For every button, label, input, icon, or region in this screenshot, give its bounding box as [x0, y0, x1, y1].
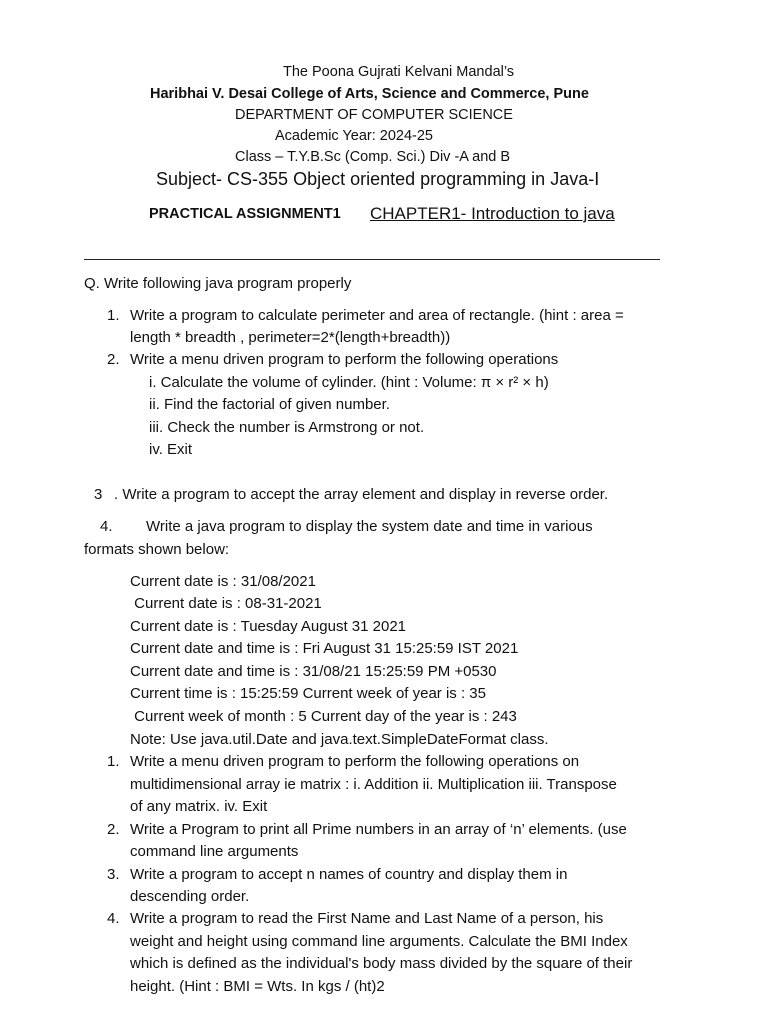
date-format-line: Current date is : 31/08/2021	[130, 573, 316, 590]
department-name: DEPARTMENT OF COMPUTER SCIENCE	[235, 107, 513, 123]
item-text: command line arguments	[130, 843, 299, 860]
item-text: Write a program to accept n names of country and display them in	[130, 866, 568, 883]
date-format-line: Current time is : 15:25:59 Current week of year is : 35	[130, 685, 486, 702]
date-format-line: Current date and time is : 31/08/21 15:25:59 PM +0530	[130, 663, 497, 680]
item-text: Write a java program to display the system date and time in various	[146, 518, 593, 535]
class-info: Class – T.Y.B.Sc (Comp. Sci.) Div -A and B	[235, 149, 511, 165]
item-text: Write a program to read the First Name and Last Name of a person, his	[130, 910, 604, 927]
item-number: 3.	[107, 866, 120, 883]
item-number: 2.	[107, 821, 120, 838]
item-text: . Write a program to accept the array element and display in reverse order.	[114, 486, 609, 503]
item-text: multidimensional array ie matrix : i. Addition ii. Multiplication iii. Transpose	[130, 776, 617, 793]
question-heading: Q. Write following java program properly	[84, 275, 352, 292]
item-number: 3	[94, 486, 103, 503]
item-text: Write a menu driven program to perform the following operations	[130, 351, 559, 368]
item-text: Write a Program to print all Prime numbers in an array of ‘n’ elements. (use	[130, 821, 627, 838]
mandal-name: The Poona Gujrati Kelvani Mandal’s	[283, 64, 515, 80]
header-divider	[84, 259, 660, 260]
item-text: descending order.	[130, 888, 250, 905]
sub-item: i. Calculate the volume of cylinder. (hint : Volume: π × r² × h)	[149, 374, 549, 391]
sub-item: iii. Check the number is Armstrong or not.	[149, 419, 425, 436]
item-number: 4.	[100, 518, 113, 535]
item-number: 2.	[107, 351, 120, 368]
assignment-title: PRACTICAL ASSIGNMENT1	[149, 206, 341, 222]
item-text: Write a program to calculate perimeter and area of rectangle. (hint : area =	[130, 307, 624, 324]
note-line: Note: Use java.util.Date and java.text.SimpleDateFormat class.	[130, 731, 549, 748]
item-text: Write a menu driven program to perform the following operations on	[130, 753, 580, 770]
subject-title: Subject- CS-355 Object oriented programming in Java-I	[156, 169, 600, 189]
item-text: formats shown below:	[84, 541, 230, 558]
item-text: of any matrix. iv. Exit	[130, 798, 268, 815]
item-number: 1.	[107, 753, 120, 770]
item-number: 4.	[107, 910, 120, 927]
item-text: weight and height using command line arguments. Calculate the BMI Index	[130, 933, 628, 950]
academic-year: Academic Year: 2024-25	[275, 128, 433, 144]
item-text: length * breadth , perimeter=2*(length+breadth))	[130, 329, 451, 346]
item-number: 1.	[107, 307, 120, 324]
sub-item: iv. Exit	[149, 441, 193, 458]
sub-item: ii. Find the factorial of given number.	[149, 396, 390, 413]
date-format-line: Current date is : 08-31-2021	[130, 595, 322, 612]
college-name: Haribhai V. Desai College of Arts, Science and Commerce, Pune	[150, 86, 589, 102]
chapter-title: CHAPTER1- Introduction to java	[370, 204, 615, 223]
date-format-line: Current week of month : 5 Current day of the year is : 243	[130, 708, 517, 725]
item-text: which is defined as the individual's body mass divided by the square of their	[130, 955, 633, 972]
date-format-line: Current date is : Tuesday August 31 2021	[130, 618, 407, 635]
item-text: height. (Hint : BMI = Wts. In kgs / (ht)2	[130, 978, 385, 995]
date-format-line: Current date and time is : Fri August 31 15:25:59 IST 2021	[130, 640, 519, 657]
